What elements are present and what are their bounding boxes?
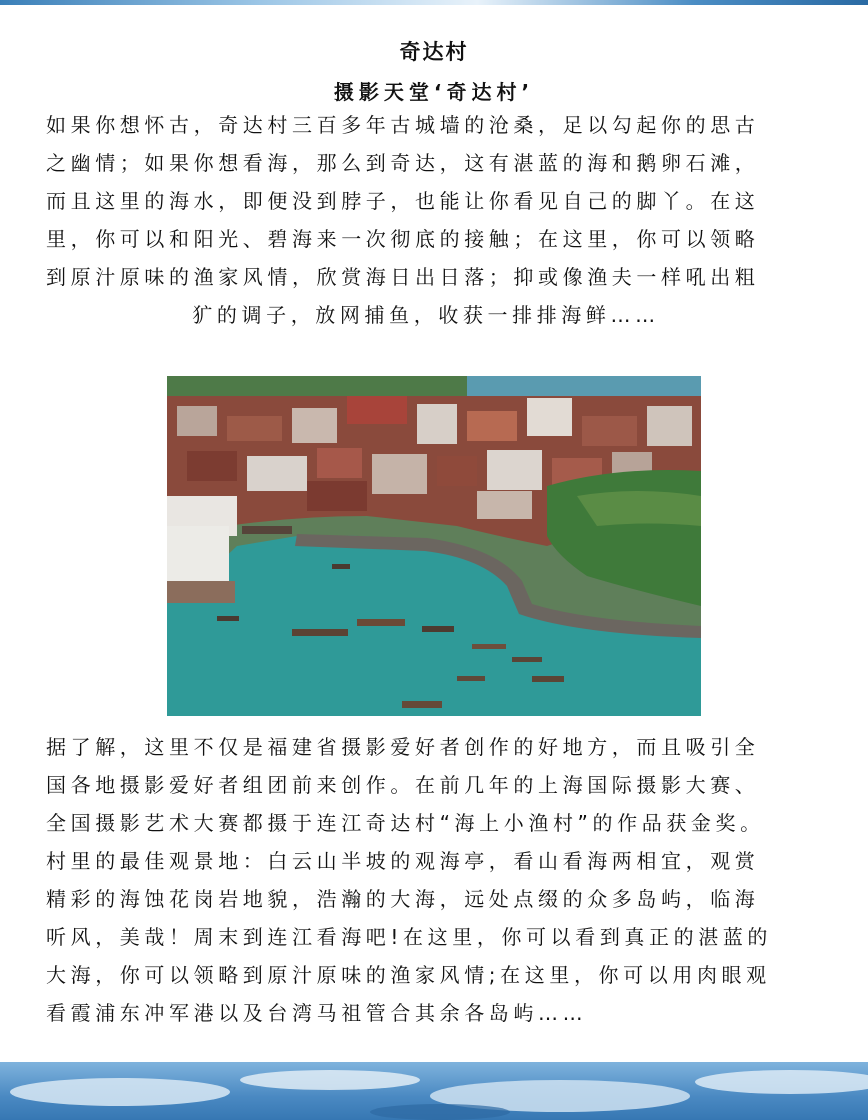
bottom-sky-banner [0, 1062, 868, 1120]
village-harbor-photo [167, 376, 701, 716]
page-title: 奇达村 [399, 40, 469, 64]
detail-line: 大海，你可以领略到原汁原味的渔家风情;在这里，你可以用肉眼观 [46, 963, 771, 987]
page-subtitle: 摄影天堂‘奇达村’ [333, 80, 535, 104]
intro-line: 犷的调子，放网捕鱼，收获一排排海鲜…… [192, 303, 660, 327]
detail-line: 听风，美哉！周末到连江看海吧!在这里，你可以看到真正的湛蓝的 [46, 925, 773, 949]
intro-paragraph [46, 106, 836, 334]
intro-line: 到原汁原味的渔家风情，欣赏海日出日落；抑或像渔夫一样吼出粗 [46, 265, 760, 289]
top-decorative-strip [0, 0, 868, 5]
intro-line: 而且这里的海水，即便没到脖子，也能让你看见自己的脚丫。在这 [46, 189, 760, 213]
detail-line: 据了解，这里不仅是福建省摄影爱好者创作的好地方，而且吸引全 [46, 735, 760, 759]
detail-line: 全国摄影艺术大赛都摄于连江奇达村“海上小渔村”的作品获金奖。 [46, 811, 765, 835]
detail-line: 精彩的海蚀花岗岩地貌，浩瀚的大海，远处点缀的众多岛屿，临海 [46, 887, 760, 911]
intro-line: 之幽情；如果你想看海，那么到奇达，这有湛蓝的海和鹅卵石滩， [46, 151, 760, 175]
detail-line: 看霞浦东冲军港以及台湾马祖管合其余各岛屿…… [46, 1001, 588, 1025]
intro-line: 如果你想怀古，奇达村三百多年古城墙的沧桑，足以勾起你的思古 [46, 113, 760, 137]
detail-paragraph [46, 728, 836, 1032]
intro-line: 里，你可以和阳光、碧海来一次彻底的接触；在这里，你可以领略 [46, 227, 760, 251]
detail-line: 村里的最佳观景地：白云山半坡的观海亭，看山看海两相宜，观赏 [46, 849, 760, 873]
detail-line: 国各地摄影爱好者组团前来创作。在前几年的上海国际摄影大赛、 [46, 773, 760, 797]
